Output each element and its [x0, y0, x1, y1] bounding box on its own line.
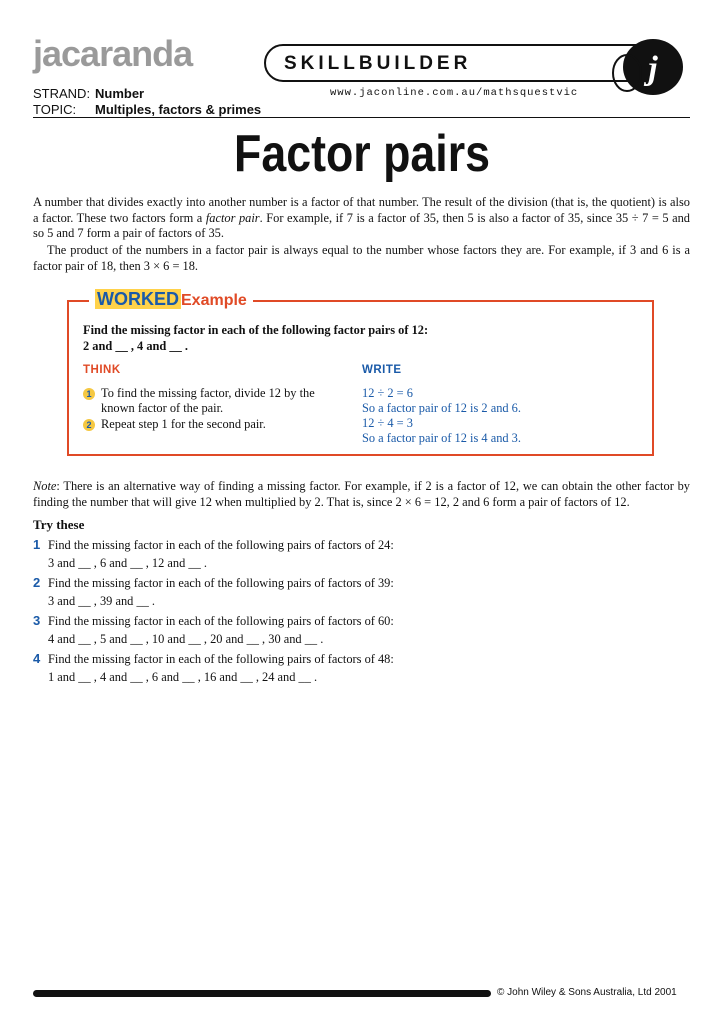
worked-question-line-2: 2 and __ , 4 and __ . — [83, 339, 189, 353]
brand-wordmark: jacaranda — [33, 33, 193, 74]
series-title: SKILLBUILDER — [284, 53, 472, 74]
think-step-2 — [83, 417, 336, 432]
worked-label-1: WORKED — [97, 289, 179, 309]
question-4-pairs: 1 and __ , 4 and __ , 6 and __ , 16 and __ , 24 and __ . — [48, 670, 318, 684]
question-3-number: 3 — [33, 613, 41, 628]
topic-line — [33, 103, 261, 116]
question-1-pairs: 3 and __ , 6 and __ , 12 and __ . — [48, 556, 207, 570]
footer-bar — [33, 990, 491, 997]
question-4-number: 4 — [33, 651, 41, 666]
step-number-badge: 1 — [83, 388, 95, 400]
intro-paragraph-2 — [33, 243, 690, 274]
strand-line — [33, 87, 144, 100]
question-4-prompt: Find the missing factor in each of the following pairs of factors of 48: — [48, 652, 394, 666]
question-2-prompt: Find the missing factor in each of the following pairs of factors of 39: — [48, 576, 394, 590]
intro-text-b: . For example, if 7 is a factor of 35, then 5 is also a factor of 35, since 35 ÷ 7 = 5 and so 5 and 7 form a pair of factors of 35. — [33, 210, 690, 240]
question-2 — [48, 574, 394, 610]
write-line-2: So a factor pair of 12 is 2 and 6. — [362, 401, 521, 415]
question-2-number: 2 — [33, 575, 41, 590]
question-1-number: 1 — [33, 537, 41, 552]
think-step-1-text: To find the missing factor, divide 12 by the known factor of the pair. — [101, 386, 315, 415]
note-text: : There is an alternative way of finding a missing factor. For example, if 2 is a factor of 12, we can obtain the other factor by finding the number that will give 12 when multiplied by 2. That is, since 2 × 6 = 12, 2 and 6 form a pair of factors of 12. — [33, 479, 690, 509]
topic-value: Multiples, factors & primes — [95, 102, 262, 117]
question-1 — [48, 536, 394, 572]
question-4 — [48, 650, 394, 686]
question-3-prompt: Find the missing factor in each of the following pairs of factors of 60: — [48, 614, 394, 628]
strand-label: STRAND: — [33, 86, 91, 101]
website-link[interactable]: www.jaconline.com.au/mathsquestvic — [330, 87, 579, 99]
intro-term: factor pair — [205, 210, 260, 225]
logo-letter: j — [648, 50, 658, 87]
write-heading: WRITE — [362, 364, 402, 376]
write-line-4: So a factor pair of 12 is 4 and 3. — [362, 431, 521, 445]
copyright-text: © John Wiley & Sons Australia, Ltd 2001 — [497, 987, 677, 998]
question-1-prompt: Find the missing factor in each of the following pairs of factors of 24: — [48, 538, 394, 552]
note-paragraph — [33, 479, 690, 510]
topic-label: TOPIC: — [33, 102, 77, 117]
worked-example-label — [89, 290, 253, 309]
intro-text-a: A number that divides exactly into another number is a factor of that number. The result of the division (that is, the quotient) is also a factor. These two factors form a — [33, 195, 690, 225]
jacaranda-logo-icon — [611, 35, 689, 99]
think-step-2-text: Repeat step 1 for the second pair. — [101, 417, 266, 431]
question-2-pairs: 3 and __ , 39 and __ . — [48, 594, 156, 608]
intro-text-2: The product of the numbers in a factor pair is always equal to the number whose factors they are. For example, if 3 and 6 is a factor pair of 18, then 3 × 6 = 18. — [33, 243, 690, 273]
page-title: Factor pairs — [234, 125, 490, 183]
worked-question-line-1: Find the missing factor in each of the following factor pairs of 12: — [83, 323, 429, 337]
try-these-heading: Try these — [33, 517, 85, 532]
write-line-1: 12 ÷ 2 = 6 — [362, 386, 413, 400]
note-label: Note — [33, 479, 57, 493]
question-3-pairs: 4 and __ , 5 and __ , 10 and __ , 20 and __ , 30 and __ . — [48, 632, 324, 646]
think-heading: THINK — [83, 364, 121, 376]
intro-paragraph-1 — [33, 195, 690, 242]
step-number-badge: 2 — [83, 419, 95, 431]
write-line-3: 12 ÷ 4 = 3 — [362, 416, 413, 430]
strand-value: Number — [95, 86, 145, 101]
header-divider — [33, 117, 690, 118]
worked-label-2: Example — [181, 292, 247, 309]
question-3 — [48, 612, 394, 648]
think-step-1 — [83, 386, 336, 416]
